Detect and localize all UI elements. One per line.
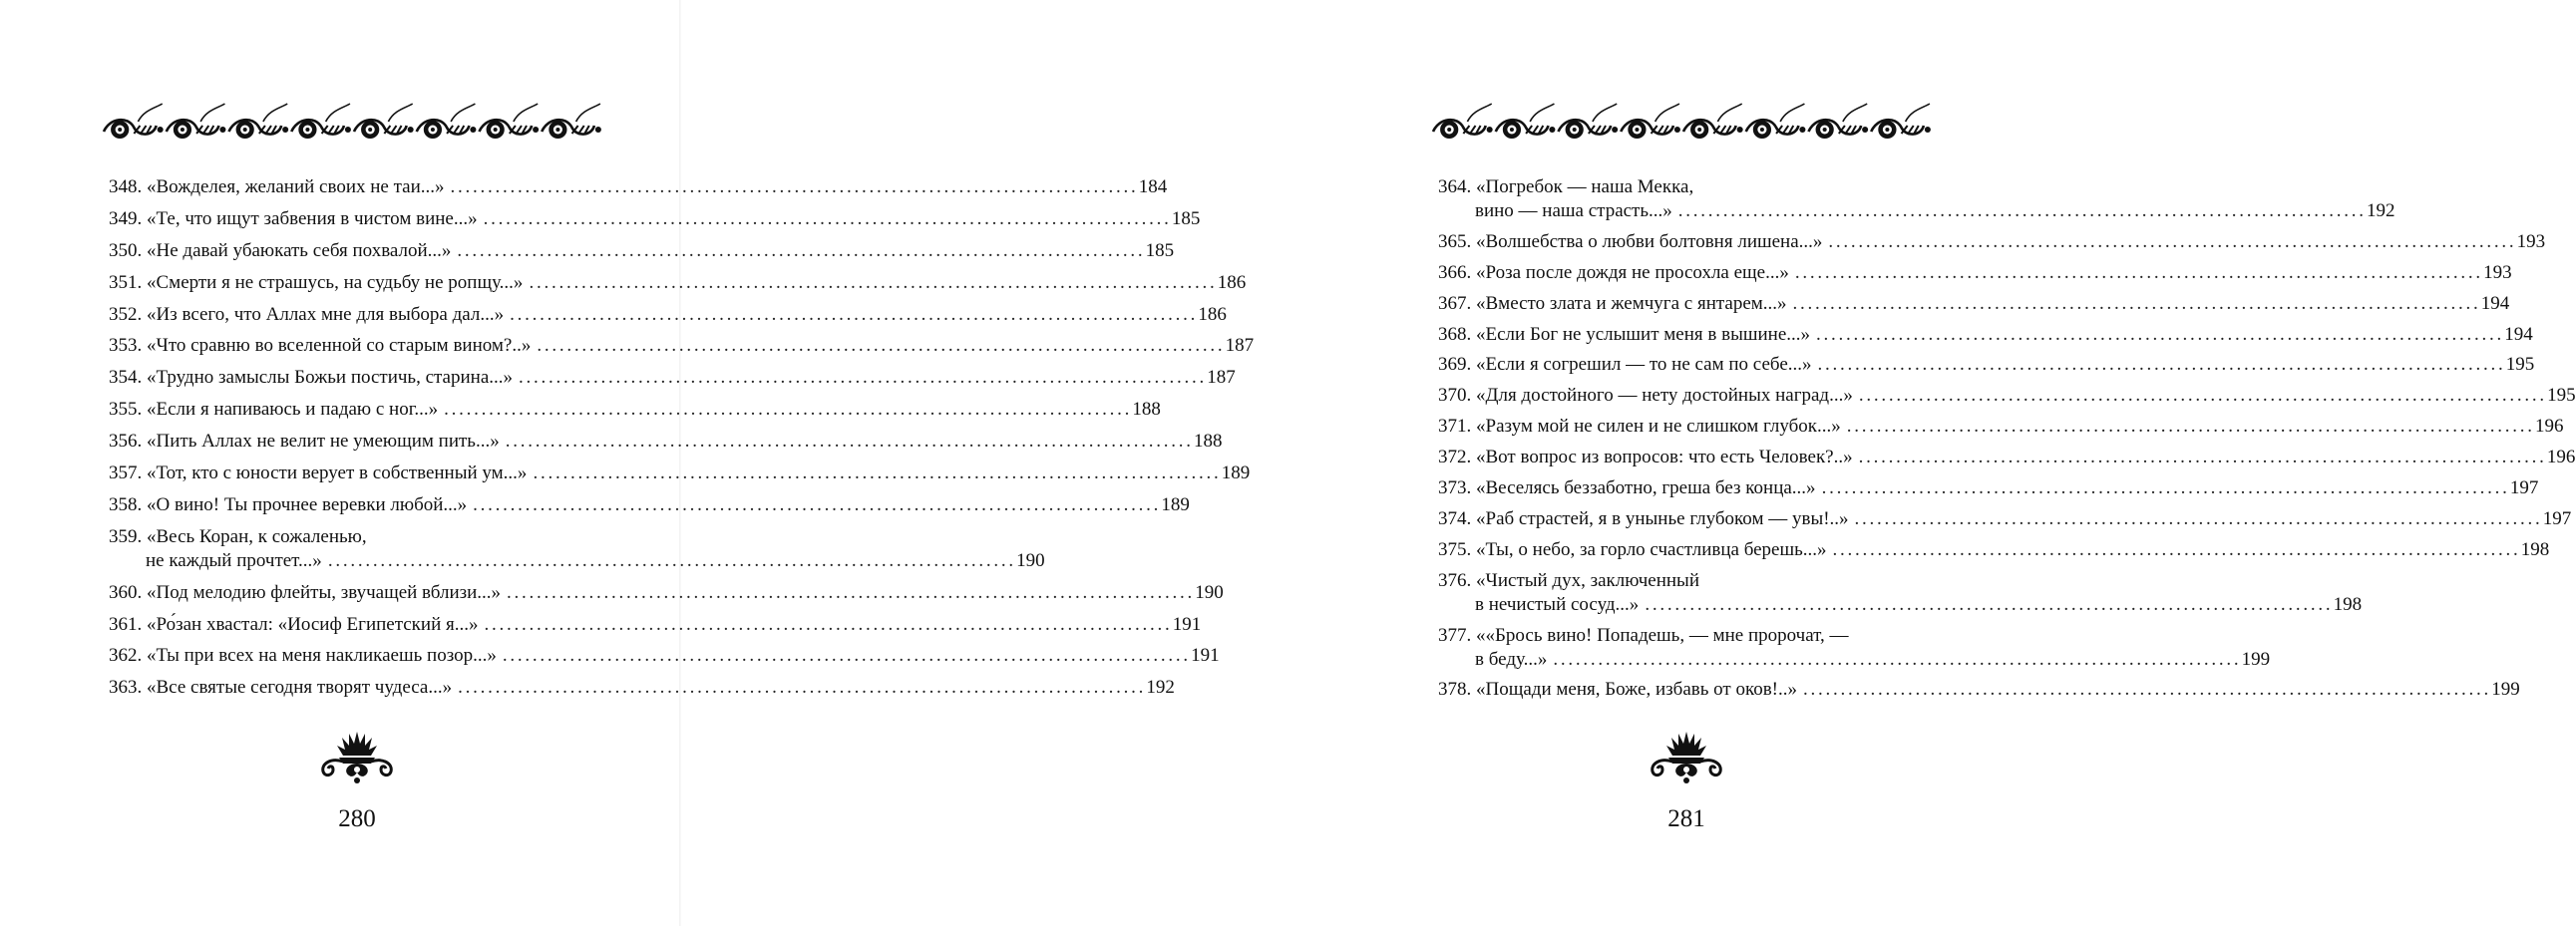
entry-page: 188 [1132, 399, 1161, 421]
entry-title: «Под мелодию флейты, звучащей вблизи...» [147, 581, 502, 603]
leader-dots [1553, 648, 2237, 672]
entry-title: «Для достойного — нету достойных наград...» [1476, 385, 1853, 407]
entry-title: «Роза после дождя не просохла еще...» [1476, 261, 1789, 283]
toc-entry [109, 334, 1255, 358]
toc-list [109, 175, 1255, 708]
entry-number: 362. [109, 645, 143, 667]
leader-dots [1833, 538, 2517, 562]
entry-title: «Веселясь беззаботно, греша без конца...» [1476, 477, 1816, 499]
toc-entry [1438, 446, 2576, 469]
entry-page: 197 [2542, 507, 2572, 529]
entry-page: 189 [1221, 463, 1251, 484]
palmette-ornament-icon [1647, 728, 1726, 785]
entry-page: 187 [1207, 367, 1236, 389]
entry-title: «Раб страстей, я в унынье глубоком — увы!..» [1476, 507, 1849, 529]
entry-number: 372. [1438, 447, 1472, 468]
entry-page: 192 [2367, 200, 2395, 221]
entry-number: 354. [109, 367, 143, 389]
entry-title: «Если я напиваюсь и падаю с ног...» [147, 399, 439, 421]
scroll-vine-border-icon [104, 100, 608, 152]
entry-number: 376. [1438, 569, 1472, 591]
entry-page: 197 [2509, 477, 2539, 499]
toc-entry [1438, 353, 2535, 377]
entry-number: 359. [109, 525, 143, 547]
entry-number: 357. [109, 463, 143, 484]
entry-page: 195 [2505, 354, 2535, 376]
entry-number: 371. [1438, 416, 1472, 438]
toc-entry [1438, 507, 2572, 531]
entry-title: «Пить Аллах не велит не умеющим пить...» [147, 431, 500, 453]
toc-entry [1438, 230, 2546, 254]
entry-page: 193 [2516, 230, 2546, 252]
entry-page: 194 [2480, 292, 2510, 314]
entry-page: 198 [2520, 538, 2550, 560]
toc-entry [1438, 569, 2363, 617]
leader-dots [1847, 415, 2531, 439]
toc-entry [109, 493, 1190, 517]
entry-number: 378. [1438, 679, 1472, 701]
toc-entry [109, 581, 1224, 605]
entry-number: 377. [1438, 624, 1472, 646]
entry-page: 185 [1171, 207, 1201, 229]
entry-number: 356. [109, 431, 143, 453]
toc-entry [1438, 538, 2550, 562]
leader-dots [1855, 507, 2539, 531]
toc-entry [109, 366, 1236, 390]
entry-title-continued: в нечистый сосуд...» [1475, 593, 1640, 615]
right-page [681, 0, 2576, 926]
toc-entry [1438, 624, 2271, 672]
scroll-vine-border-icon [1433, 100, 1938, 152]
leader-dots [1645, 593, 2329, 617]
leader-dots [1859, 446, 2543, 469]
entry-page: 196 [2534, 416, 2564, 438]
palmette-ornament-icon [317, 728, 397, 785]
entry-title: «Вместо злата и жемчуга с янтарем...» [1476, 292, 1787, 314]
entry-number: 355. [109, 399, 143, 421]
toc-entry [1438, 415, 2564, 439]
entry-number: 363. [109, 677, 143, 699]
entry-title-continued: в беду...» [1475, 648, 1548, 670]
entry-page: 196 [2546, 447, 2576, 468]
entry-title: «Вожделея, желаний своих не таи...» [147, 176, 445, 197]
entry-title: «Если Бог не услышит меня в вышине...» [1476, 323, 1810, 345]
entry-title: ««Брось вино! Попадешь, — мне пророчат, — [1476, 624, 1849, 646]
entry-number: 348. [109, 176, 143, 197]
entry-page: 194 [2504, 323, 2533, 345]
entry-page: 189 [1161, 493, 1190, 515]
entry-title: «Что сравню во вселенной со старым вином?..» [147, 335, 532, 357]
toc-entry [109, 430, 1223, 454]
entry-number: 374. [1438, 507, 1472, 529]
entry-title: «Пощади меня, Боже, избавь от оков!..» [1476, 679, 1798, 701]
entry-title-continued: не каждый прочтет...» [146, 549, 322, 571]
entry-number: 361. [109, 613, 143, 635]
entry-title: «Волшебства о любви болтовня лишена...» [1476, 230, 1823, 252]
entry-page: 188 [1193, 431, 1223, 453]
entry-page: 199 [2241, 648, 2271, 670]
toc-entry [109, 207, 1201, 231]
entry-title: «Ты, о небо, за горло счастливца берешь...» [1476, 538, 1827, 560]
toc-entry [1438, 261, 2512, 285]
entry-number: 353. [109, 335, 143, 357]
leader-dots [1822, 476, 2506, 500]
entry-number: 373. [1438, 477, 1472, 499]
entry-title: «Трудно замыслы Божьи постичь, старина...» [147, 367, 514, 389]
entry-title: «Если я согрешил — то не сам по себе...» [1476, 354, 1812, 376]
entry-title: «Не давай убаюкать себя похвалой...» [147, 239, 452, 261]
entry-number: 365. [1438, 230, 1472, 252]
entry-number: 367. [1438, 292, 1472, 314]
entry-page: 191 [1191, 645, 1220, 667]
leader-dots [1816, 323, 2500, 347]
entry-title: «О вино! Ты прочнее веревки любой...» [147, 493, 468, 515]
toc-entry [1438, 384, 2576, 408]
entry-title: «Чистый дух, заключенный [1476, 569, 1699, 591]
entry-page: 192 [1146, 677, 1175, 699]
toc-entry [1438, 292, 2510, 316]
entry-title: «Ро́зан хвастал: «Иосиф Египетский я...» [147, 613, 479, 635]
toc-entry [109, 239, 1175, 263]
entry-page: 186 [1198, 303, 1227, 325]
entry-page: 199 [2491, 679, 2520, 701]
toc-list [1438, 175, 2576, 709]
entry-number: 366. [1438, 261, 1472, 283]
toc-entry [109, 271, 1247, 295]
entry-page: 190 [1016, 549, 1045, 571]
entry-title: «Из всего, что Аллах мне для выбора дал...» [147, 303, 505, 325]
entry-title: «Те, что ищут забвения в чистом вине...» [147, 207, 478, 229]
entry-title: «Погребок — наша Мекка, [1476, 176, 1694, 197]
toc-entry [109, 676, 1175, 700]
left-page [0, 0, 1255, 926]
entry-page: 187 [1225, 335, 1255, 357]
toc-entry [109, 303, 1227, 327]
entry-title: «Весь Коран, к сожаленью, [147, 525, 367, 547]
leader-dots [1828, 230, 2512, 254]
leader-dots [1793, 292, 2477, 316]
entry-number: 368. [1438, 323, 1472, 345]
toc-entry [109, 175, 1168, 199]
entry-title: «Разум мой не силен и не слишком глубок...» [1476, 416, 1841, 438]
leader-dots [1795, 261, 2479, 285]
entry-number: 370. [1438, 385, 1472, 407]
toc-entry [109, 525, 1045, 573]
entry-number: 352. [109, 303, 143, 325]
toc-entry [1438, 175, 2395, 223]
toc-entry [1438, 476, 2539, 500]
leader-dots [1803, 678, 2487, 702]
entry-number: 349. [109, 207, 143, 229]
entry-title: «Смерти я не страшусь, на судьбу не ропщу...» [147, 271, 524, 293]
entry-title-continued: вино — наша страсть...» [1475, 200, 1672, 221]
entry-page: 184 [1138, 176, 1168, 197]
entry-title: «Все святые сегодня творят чудеса...» [147, 677, 453, 699]
toc-entry [109, 462, 1251, 485]
entry-number: 369. [1438, 354, 1472, 376]
toc-entry [109, 613, 1202, 637]
leader-dots [1818, 353, 2502, 377]
entry-title: «Тот, кто с юности верует в собственный ум...» [147, 463, 528, 484]
entry-number: 358. [109, 493, 143, 515]
toc-entry [1438, 323, 2533, 347]
entry-number: 375. [1438, 538, 1472, 560]
toc-entry [109, 644, 1220, 668]
entry-page: 186 [1217, 271, 1247, 293]
entry-page: 195 [2547, 385, 2576, 407]
page-number: 281 [1667, 805, 1705, 832]
page-number: 280 [338, 805, 376, 832]
entry-page: 198 [2333, 593, 2363, 615]
entry-number: 351. [109, 271, 143, 293]
toc-entry [1438, 678, 2520, 702]
leader-dots [1859, 384, 2543, 408]
entry-title: «Вот вопрос из вопросов: что есть Человек?..» [1476, 447, 1853, 468]
entry-page: 193 [2483, 261, 2512, 283]
entry-page: 185 [1145, 239, 1175, 261]
entry-number: 350. [109, 239, 143, 261]
entry-page: 190 [1195, 581, 1224, 603]
leader-dots [1678, 199, 2363, 223]
entry-page: 191 [1172, 613, 1202, 635]
entry-number: 364. [1438, 176, 1472, 197]
entry-number: 360. [109, 581, 143, 603]
entry-title: «Ты при всех на меня накликаешь позор...» [147, 645, 497, 667]
toc-entry [109, 398, 1161, 422]
